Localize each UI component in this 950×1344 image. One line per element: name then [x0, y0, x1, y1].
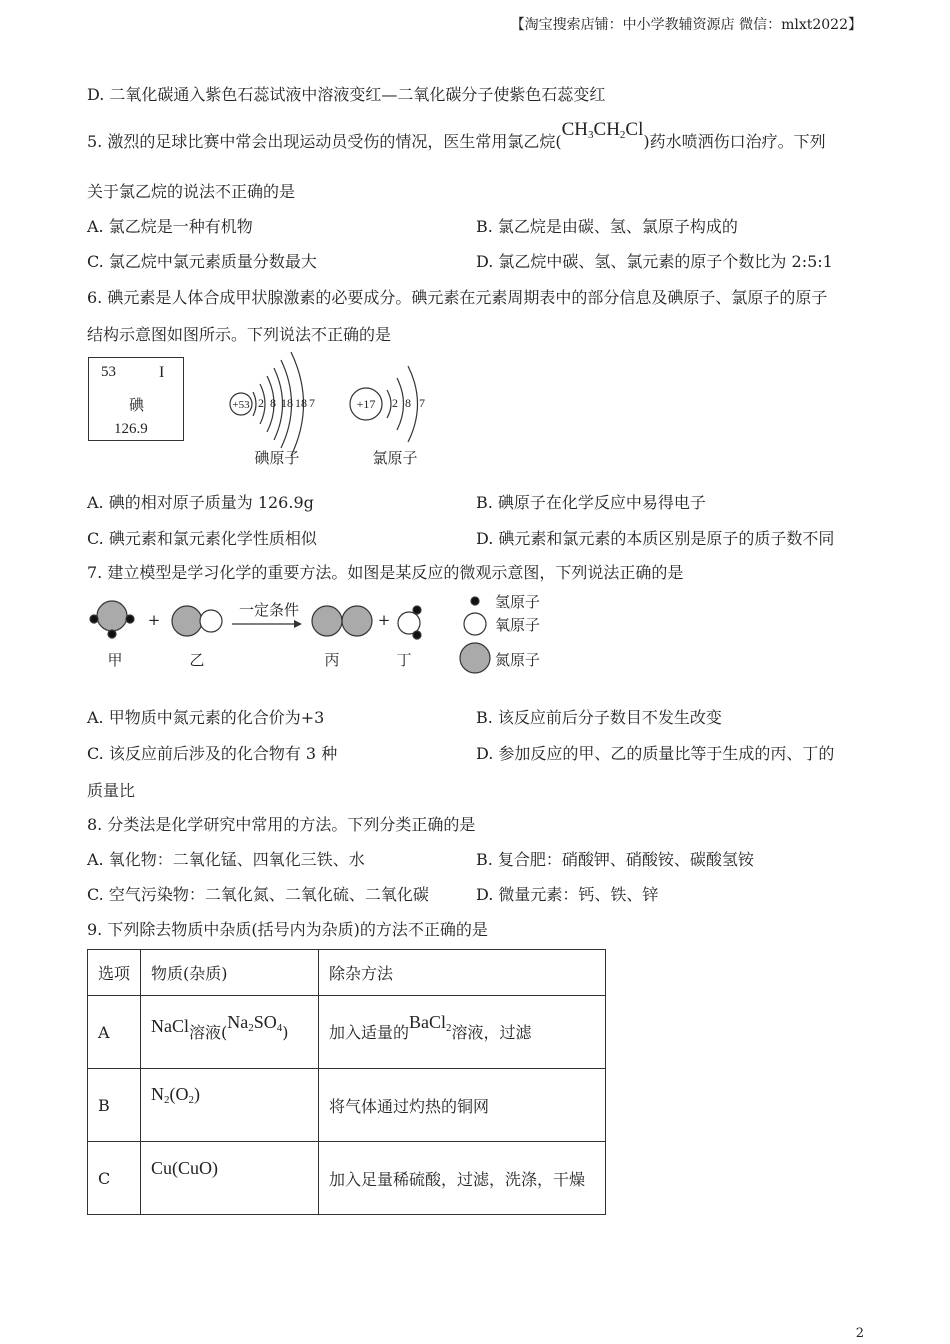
- legend-oxygen-label: 氧原子: [495, 616, 541, 634]
- row-a-substance: NaCl溶液$(Na_2SO_4)$: [141, 996, 319, 1069]
- iodine-shell-1: 2: [258, 396, 264, 410]
- q7-option-d: D. 参加反应的甲、乙的质量比等于生成的丙、丁的: [476, 744, 835, 763]
- iodine-atom-label: 碘原子: [254, 449, 300, 467]
- jia-nitrogen-atom: [97, 601, 127, 631]
- q5-stem-a: 5. 激烈的足球比赛中常会出现运动员受伤的情况，医生常用氯乙烷(: [87, 132, 562, 151]
- legend-nitrogen-label: 氮原子: [495, 651, 541, 669]
- q6-option-a: A. 碘的相对原子质量为 126.9g: [87, 493, 314, 512]
- q6-option-d: D. 碘元素和氯元素的本质区别是原子的质子数不同: [476, 529, 835, 548]
- q5-stem-b: )药水喷洒伤口治疗。下列: [643, 132, 826, 151]
- prev-option-d: D. 二氧化碳通入紫色石蕊试液中溶液变红—二氧化碳分子使紫色石蕊变红: [87, 85, 606, 104]
- element-card-iodine: [88, 357, 184, 441]
- header-substance: 物质(杂质): [141, 950, 319, 996]
- q6-stem-line2: 结构示意图如图所示。下列说法不正确的是: [87, 325, 392, 344]
- label-jia: 甲: [107, 651, 123, 669]
- jia-hydrogen-atom-2: [126, 615, 134, 623]
- chlorine-shell-2: 8: [405, 396, 411, 410]
- iodine-shell-5: 7: [309, 396, 315, 410]
- yi-oxygen-atom: [200, 610, 222, 632]
- label-yi: 乙: [189, 651, 205, 669]
- q8-option-b: B. 复合肥：硝酸钾、硝酸铵、碳酸氢铵: [476, 850, 754, 869]
- reaction-condition: 一定条件: [238, 601, 300, 619]
- q8-option-d: D. 微量元素：钙、铁、锌: [476, 885, 659, 904]
- jia-hydrogen-atom-1: [90, 615, 98, 623]
- row-a-option: A: [88, 996, 141, 1069]
- element-mass: 126.9: [114, 421, 148, 437]
- legend-hydrogen-label: 氢原子: [495, 593, 541, 611]
- legend-oxygen-icon: [464, 613, 486, 635]
- q8-option-a: A. 氧化物：二氧化锰、四氧化三铁、水: [87, 850, 365, 869]
- q8-option-c: C. 空气污染物：二氧化氮、二氧化硫、二氧化碳: [87, 885, 429, 904]
- bing-nitrogen-atom-1: [312, 606, 342, 636]
- yi-nitrogen-atom: [172, 606, 202, 636]
- q5-option-b: B. 氯乙烷是由碳、氢、氯原子构成的: [476, 217, 738, 236]
- q7-stem: 7. 建立模型是学习化学的重要方法。如图是某反应的微观示意图，下列说法正确的是: [87, 563, 684, 582]
- q8-stem: 8. 分类法是化学研究中常用的方法。下列分类正确的是: [87, 815, 476, 834]
- q7-option-b: B. 该反应前后分子数目不发生改变: [476, 708, 722, 727]
- plus-sign-2: +: [377, 611, 391, 629]
- header-option: 选项: [88, 950, 141, 996]
- plus-sign-1: +: [147, 611, 161, 629]
- q6-option-c: C. 碘元素和氯元素化学性质相似: [87, 529, 317, 548]
- iodine-shell-4: 18: [295, 396, 307, 410]
- jia-hydrogen-atom-3: [108, 630, 116, 638]
- legend-nitrogen-icon: [460, 643, 490, 673]
- q5-stem-line1: [87, 119, 826, 153]
- row-b-substance: $N_2(O_2)$: [141, 1069, 319, 1142]
- page-header: 【淘宝搜索店铺：中小学教辅资源店 微信：mlxt2022】: [510, 17, 862, 33]
- chlorine-shell-1: 2: [392, 396, 398, 410]
- iodine-shell-3: 18: [281, 396, 293, 410]
- row-b-option: B: [88, 1069, 141, 1142]
- q5-option-a: A. 氯乙烷是一种有机物: [87, 217, 253, 236]
- row-c-method: 加入足量稀硫酸，过滤，洗涤，干燥: [319, 1142, 606, 1215]
- reaction-arrow-head: [294, 620, 302, 628]
- q5-option-d: D. 氯乙烷中碳、氢、氯元素的原子个数比为 2:5:1: [476, 252, 833, 271]
- q6-option-b: B. 碘原子在化学反应中易得电子: [476, 493, 706, 512]
- label-bing: 丙: [324, 651, 340, 669]
- element-number: 53: [101, 364, 116, 380]
- q9-table: [87, 949, 606, 1215]
- iodine-nucleus-charge: +53: [232, 399, 250, 411]
- row-b-method: 将气体通过灼热的铜网: [319, 1069, 606, 1142]
- table-row: [88, 1142, 606, 1215]
- element-symbol: I: [159, 364, 165, 381]
- table-header-row: [88, 950, 606, 996]
- q9-stem: 9. 下列除去物质中杂质(括号内为杂质)的方法不正确的是: [87, 920, 488, 939]
- ding-hydrogen-atom-1: [413, 606, 421, 614]
- header-method: 除杂方法: [319, 950, 606, 996]
- row-c-option: C: [88, 1142, 141, 1215]
- q7-option-c: C. 该反应前后涉及的化合物有 3 种: [87, 744, 338, 763]
- label-ding: 丁: [396, 651, 412, 669]
- table-row: [88, 996, 606, 1069]
- bing-nitrogen-atom-2: [342, 606, 372, 636]
- q5-option-c: C. 氯乙烷中氯元素质量分数最大: [87, 252, 317, 271]
- q7-option-a: A. 甲物质中氮元素的化合价为+3: [87, 708, 325, 727]
- q6-stem-line1: 6. 碘元素是人体合成甲状腺激素的必要成分。碘元素在元素周期表中的部分信息及碘原子、氯原子的原子: [87, 288, 828, 307]
- table-row: [88, 1069, 606, 1142]
- chlorine-atom-label: 氯原子: [372, 449, 418, 467]
- q5-stem-line2: 关于氯乙烷的说法不正确的是: [87, 182, 296, 201]
- ding-hydrogen-atom-2: [413, 631, 421, 639]
- q5-formula: $CH_3CH_2Cl$: [561, 119, 644, 141]
- row-a-method: 加入适量的BaCl$_2$溶液，过滤: [319, 996, 606, 1069]
- page-number: 2: [855, 1326, 864, 1341]
- iodine-shell-2: 8: [270, 396, 276, 410]
- element-name: 碘: [129, 398, 145, 414]
- legend-hydrogen-icon: [471, 597, 479, 605]
- q7-option-d-continued: 质量比: [87, 781, 136, 800]
- chlorine-nucleus-charge: +17: [356, 397, 376, 411]
- chlorine-shell-3: 7: [419, 396, 425, 410]
- reaction-diagram: [82, 590, 562, 682]
- atom-structure-diagrams: [215, 348, 445, 473]
- row-c-substance: Cu(CuO): [141, 1142, 319, 1215]
